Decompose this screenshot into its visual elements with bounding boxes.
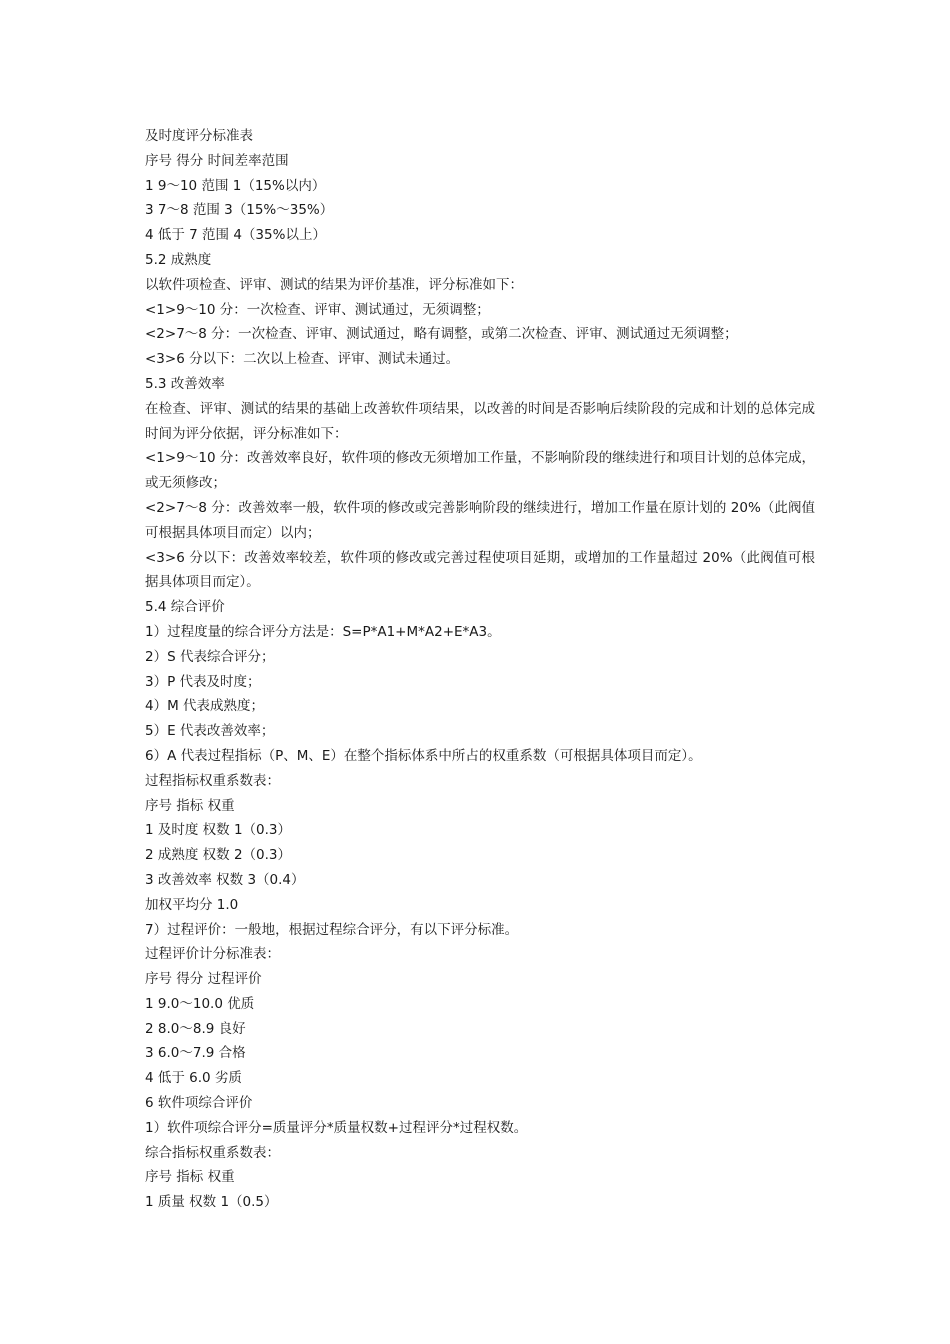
table-header: 序号 得分 过程评价 (145, 971, 262, 988)
table-title-weights: 过程指标权重系数表： (145, 772, 280, 789)
table-row: 4 低于 6.0 劣质 (145, 1070, 242, 1087)
table-header: 序号 得分 时间差率范围 (145, 152, 289, 169)
document-body (145, 124, 815, 1215)
table-title-process-score: 过程评价计分标准表： (145, 946, 280, 963)
list-item: 6）A 代表过程指标（P、M、E）在整个指标体系中所占的权重系数（可根据具体项目而定）。 (145, 747, 702, 764)
section-heading-overall: 5.4 综合评价 (145, 599, 225, 616)
paragraph: 在检查、评审、测试的结果的基础上改善软件项结果，以改善的时间是否影响后续阶段的完成和计划的总体完成时间为评分依据，评分标准如下： (145, 400, 815, 442)
table-header: 序号 指标 权重 (145, 797, 235, 814)
list-item: 3）P 代表及时度； (145, 673, 261, 690)
table-row: 3 6.0～7.9 合格 (145, 1045, 246, 1062)
table-row: 3 改善效率 权数 3（0.4） (145, 871, 305, 888)
table-title-composite-weights: 综合指标权重系数表： (145, 1144, 280, 1161)
paragraph: <1>9～10 分：改善效率良好，软件项的修改无须增加工作量，不影响阶段的继续进行和项目计划的总体完成，或无须修改； (145, 450, 815, 492)
table-title-timeliness: 及时度评分标准表 (145, 128, 253, 144)
list-item: 1）过程度量的综合评分方法是：S=P*A1+M*A2+E*A3。 (145, 623, 501, 640)
list-item: 7）过程评价：一般地，根据过程综合评分，有以下评分标准。 (145, 921, 519, 938)
table-header: 序号 指标 权重 (145, 1169, 235, 1186)
table-row: 1 9～10 范围 1（15%以内） (145, 177, 326, 194)
table-row: 1 质量 权数 1（0.5） (145, 1194, 278, 1211)
section-heading-improvement: 5.3 改善效率 (145, 375, 225, 392)
section-heading-maturity: 5.2 成熟度 (145, 251, 212, 268)
paragraph: <2>7～8 分：改善效率一般，软件项的修改或完善影响阶段的继续进行，增加工作量在原计划的 20%（此阀值可根据具体项目而定）以内； (145, 499, 815, 541)
table-row: 4 低于 7 范围 4（35%以上） (145, 227, 326, 244)
table-row: 2 成熟度 权数 2（0.3） (145, 847, 292, 864)
table-row: 1 9.0～10.0 优质 (145, 995, 255, 1012)
text-line: 以软件项检查、评审、测试的结果为评价基准，评分标准如下： (145, 276, 523, 293)
list-item: <1>9～10 分：一次检查、评审、测试通过，无须调整； (145, 301, 490, 318)
list-item: 2）S 代表综合评分； (145, 648, 275, 665)
table-row: 加权平均分 1.0 (145, 896, 239, 913)
paragraph: <3>6 分以下：改善效率较差，软件项的修改或完善过程使项目延期，或增加的工作量超过 20%（此阀值可根据具体项目而定）。 (145, 549, 815, 591)
list-item: <2>7～8 分：一次检查、评审、测试通过，略有调整，或第二次检查、评审、测试通过无须调整； (145, 326, 738, 343)
list-item: 5）E 代表改善效率； (145, 723, 275, 740)
table-row: 1 及时度 权数 1（0.3） (145, 822, 292, 839)
table-row: 2 8.0～8.9 良好 (145, 1020, 246, 1037)
list-item: <3>6 分以下：二次以上检查、评审、测试未通过。 (145, 351, 460, 368)
section-heading-software-item: 6 软件项综合评价 (145, 1095, 253, 1112)
list-item: 1）软件项综合评分=质量评分*质量权数+过程评分*过程权数。 (145, 1119, 528, 1136)
list-item: 4）M 代表成熟度； (145, 698, 265, 715)
table-row: 3 7～8 范围 3（15%～35%） (145, 202, 334, 219)
